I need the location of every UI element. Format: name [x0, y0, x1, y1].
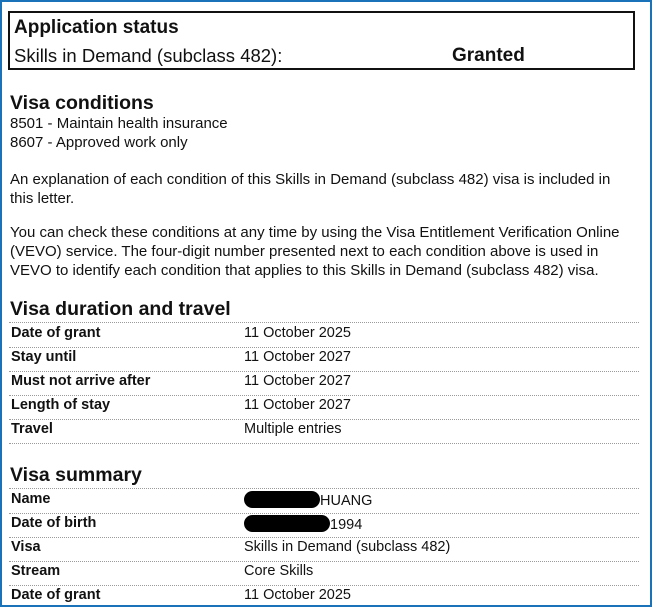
visa-summary-heading: Visa summary — [10, 464, 142, 486]
row-value: 11 October 2027 — [244, 397, 351, 413]
row-value: 11 October 2027 — [244, 373, 351, 389]
application-status-title: Application status — [14, 17, 179, 38]
application-status-value: Granted — [452, 45, 525, 66]
redaction-block — [244, 515, 330, 532]
row-value: 11 October 2027 — [244, 349, 351, 365]
duration-travel-heading: Visa duration and travel — [10, 298, 231, 320]
row-label: Length of stay — [11, 397, 111, 413]
row-label: Date of grant — [11, 587, 101, 603]
application-status-box — [8, 11, 635, 70]
row-value: 11 October 2025 — [244, 325, 351, 341]
application-visa-label: Skills in Demand (subclass 482): — [14, 45, 283, 66]
redaction-block — [244, 491, 320, 508]
row-must-not-arrive-after — [9, 371, 639, 396]
row-length-of-stay — [9, 395, 639, 420]
row-value: 11 October 2025 — [244, 587, 351, 603]
row-visa — [9, 537, 639, 562]
row-label: Travel — [11, 421, 53, 437]
condition-8501: 8501 - Maintain health insurance — [10, 115, 228, 132]
row-label: Date of birth — [11, 515, 97, 531]
row-label: Stay until — [11, 349, 77, 365]
row-name — [9, 488, 639, 514]
row-label: Must not arrive after — [11, 373, 151, 389]
row-date-of-grant — [9, 322, 639, 348]
row-label: Visa — [11, 539, 41, 555]
visa-conditions-heading: Visa conditions — [10, 92, 154, 114]
condition-8607: 8607 - Approved work only — [10, 134, 188, 151]
conditions-explanation-paragraph: An explanation of each condition of this Skills in Demand (subclass 482) visa is included in this letter. — [10, 171, 611, 207]
row-date-of-birth — [9, 513, 639, 538]
row-value: Multiple entries — [244, 421, 342, 437]
row-travel — [9, 419, 639, 444]
row-value — [244, 515, 362, 533]
dob-visible-part: 1994 — [330, 517, 363, 533]
row-label: Name — [11, 491, 51, 507]
row-label: Date of grant — [11, 325, 101, 341]
row-stream — [9, 561, 639, 586]
name-visible-part: HUANG — [320, 493, 373, 509]
row-summary-date-of-grant — [9, 585, 639, 607]
row-value: Core Skills — [244, 563, 314, 579]
row-value — [244, 491, 372, 509]
row-stay-until — [9, 347, 639, 372]
row-value: Skills in Demand (subclass 482) — [244, 539, 451, 555]
vevo-paragraph: You can check these conditions at any time by using the Visa Entitlement Verification Online (VEVO) service. The four-digit number presented next to each condition above is used in VEVO to identify each condition that applies to this Skills in Demand (subclass 482) visa. — [10, 224, 620, 279]
row-label: Stream — [11, 563, 61, 579]
